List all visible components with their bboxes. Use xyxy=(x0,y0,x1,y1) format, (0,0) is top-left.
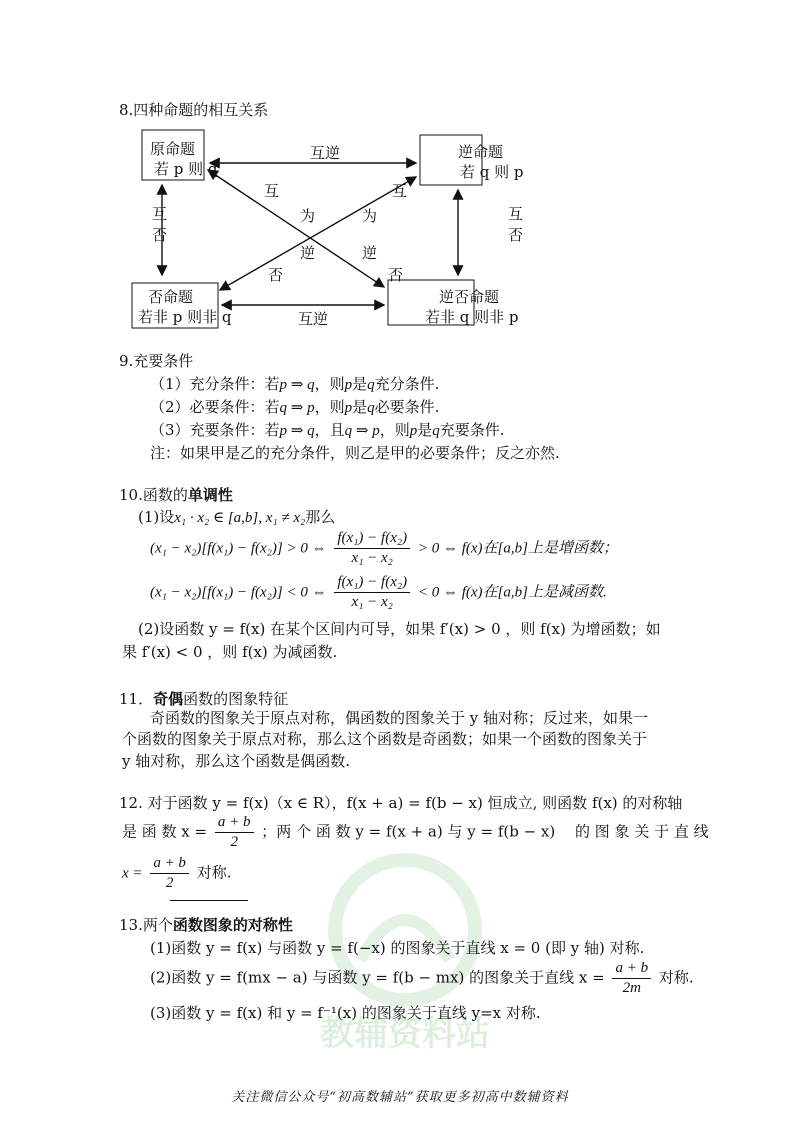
condition-item-2: （2）必要条件：若q ⇒ p，则p是q必要条件. xyxy=(150,398,440,416)
symmetry-item-2: (2)函数 y = f(mx − a) 与函数 y = f(b − mx) 的图象关于直线 x = $\frac{a + b}{2m}$ 对称. xyxy=(150,960,694,996)
contrapositive-proposition: 逆否命题 若非 q 则非 p xyxy=(425,288,519,326)
page-footer: 关注微信公众号“初高数辅站”获取更多初高中数辅资料 xyxy=(231,1090,569,1105)
top-label: 互逆 xyxy=(310,144,341,162)
left-label-2: 否 xyxy=(152,226,168,244)
inverse-proposition: 否命题 若非 p 则非 q xyxy=(138,288,232,326)
left-label-1: 互 xyxy=(152,205,168,223)
condition-item-1: （1）充分条件：若p ⇒ q，则p是q充分条件. xyxy=(150,375,440,393)
diag-label: 互 xyxy=(392,182,408,200)
bottom-label: 互逆 xyxy=(298,310,329,328)
parity-paragraph-1: 奇函数的图象关于原点对称，偶函数的图象关于 y 轴对称；反过来，如果一 xyxy=(150,709,649,727)
section-8-title: 8.四种命题的相互关系 xyxy=(119,101,269,119)
monotonic-line-3: 果 f′(x) < 0 ，则 f(x) 为减函数. xyxy=(122,643,338,661)
monotonic-line-2: (2)设函数 y = f(x) 在某个区间内可导，如果 f′(x) > 0 ，则 f(x) 为增函数；如 xyxy=(138,620,661,638)
diag-label: 为 xyxy=(362,207,378,225)
right-label-1: 互 xyxy=(508,205,524,223)
section-9-title: 9.充要条件 xyxy=(119,352,194,370)
monotonic-decreasing-row: (x₁ − x₂)[f(x₁) − f(x₂)] < 0 ⇔ $\frac{\text{f(x₁) − f(x₂)}}{\text{x₁ − x₂}}$ < 0 ⇔ f(x)在[a,b]上是减函数. xyxy=(150,574,607,610)
condition-item-3: （3）充要条件：若p ⇒ q，且q ⇒ p，则p是q充要条件. xyxy=(150,421,505,439)
diag-label: 否 xyxy=(268,266,284,284)
diag-label: 否 xyxy=(388,266,404,284)
section-13-title: 13.两个函数图象的对称性 xyxy=(119,916,293,934)
original-proposition: 原命题 若 p 则 q xyxy=(150,140,218,178)
diag-label: 逆 xyxy=(300,244,316,262)
monotonic-increasing-row: (x₁ − x₂)[f(x₁) − f(x₂)] > 0 ⇔ $\frac{\text{f(x₁) − f(x₂)}}{\text{x₁ − x₂}}$ > 0 ⇔ f(x)在[a,b]上是增函数； xyxy=(150,530,618,566)
diag-label: 互 xyxy=(264,182,280,200)
condition-note: 注：如果甲是乙的充分条件，则乙是甲的必要条件；反之亦然. xyxy=(150,444,560,462)
section-12-line-1: 12. 对于函数 y = f(x)（x ∈ R），f(x + a) = f(b − x) 恒成立, 则函数 f(x) 的对称轴 xyxy=(119,794,683,812)
monotonic-line-1: (1)设x₁ · x₂ ∈ [a,b], x₁ ≠ x₂那么 xyxy=(138,508,336,526)
parity-paragraph-3: y 轴对称，那么这个函数是偶函数. xyxy=(122,752,351,770)
symmetry-item-3: (3)函数 y = f(x) 和 y = f⁻¹(x) 的图象关于直线 y=x 对称. xyxy=(150,1004,541,1022)
watermark-text: 教辅资料站 xyxy=(320,1014,490,1054)
diag-label: 逆 xyxy=(362,244,378,262)
section-11-title: 11．奇偶函数的图象特征 xyxy=(119,690,289,708)
parity-paragraph-2: 个函数的图象关于原点对称，那么这个函数是奇函数；如果一个函数的图象关于 xyxy=(122,730,648,748)
diag-label: 为 xyxy=(300,207,316,225)
right-label-2: 否 xyxy=(508,226,524,244)
divider xyxy=(170,900,248,901)
diag-arrow-1 xyxy=(208,170,384,287)
converse-proposition: 逆命题 若 q 则 p xyxy=(458,143,524,181)
symmetry-item-1: (1)函数 y = f(x) 与函数 y = f(−x) 的图象关于直线 x = 0 (即 y 轴) 对称. xyxy=(150,939,645,957)
section-12-line-3: x = $\frac{a + b}{2}$ 对称. xyxy=(122,855,232,891)
section-10-title: 10.函数的单调性 xyxy=(119,486,233,504)
section-12-line-2: 是 函 数 x = $\frac{a + b}{2}$ ；两 个 函 数 y = f(x + a) 与 y = f(b − x) 的 图 象 关 于 直 线 xyxy=(122,814,709,850)
diag-arrow-2 xyxy=(220,177,416,290)
